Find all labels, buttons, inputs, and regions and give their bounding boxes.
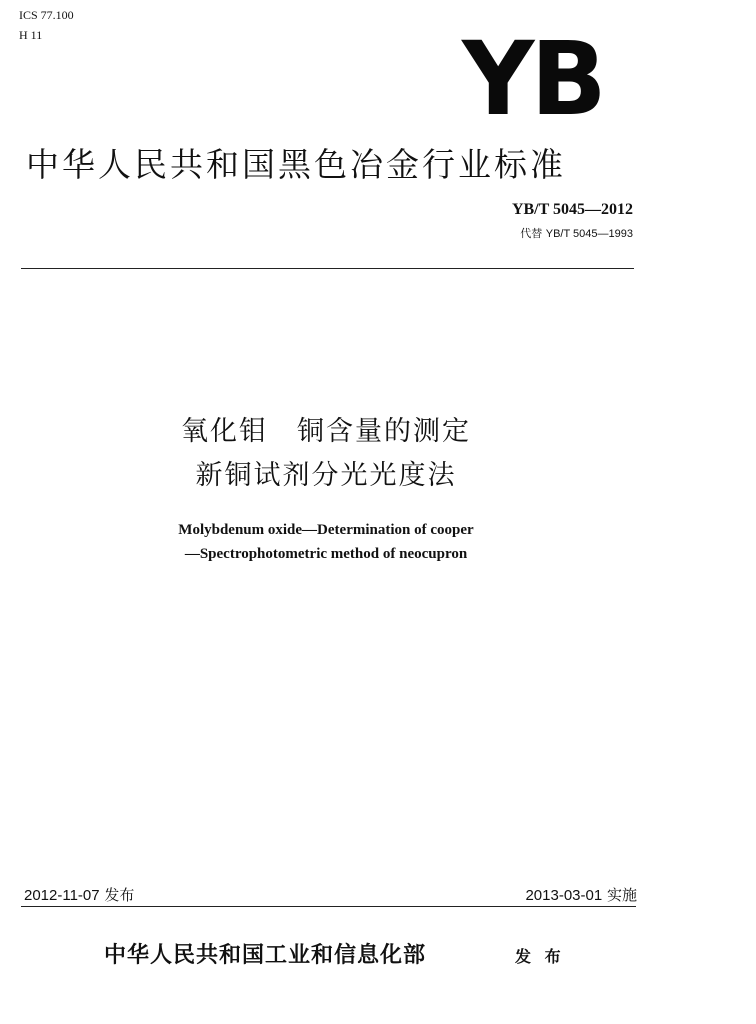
issue-date-value: 2012-11-07 <box>24 887 100 904</box>
issue-date-label: 发布 <box>104 886 135 904</box>
replaces-number: YB/T 5045—1993 <box>545 228 633 240</box>
top-divider <box>21 268 634 269</box>
classification-codes <box>19 7 74 47</box>
implementation-date-label: 实施 <box>606 886 637 904</box>
ics-code: ICS 77.100 <box>19 8 74 22</box>
english-title-line-1: Molybdenum oxide—Determination of cooper <box>178 522 474 538</box>
yb-logo: YB <box>462 20 603 139</box>
bottom-divider <box>21 906 636 907</box>
industry-standard-title: 中华人民共和国黑色冶金行业标准 <box>26 145 566 184</box>
standard-number: YB/T 5045—2012 <box>511 201 633 218</box>
publish-label: 发 布 <box>515 947 565 966</box>
issuing-authority: 中华人民共和国工业和信息化部 <box>104 943 427 968</box>
replaces-line <box>520 226 633 242</box>
chinese-title-line-1: 氧化钼 铜含量的测定 <box>181 416 471 447</box>
implementation-date <box>525 884 637 907</box>
ccs-code: H 11 <box>19 28 43 42</box>
chinese-title-line-2: 新铜试剂分光光度法 <box>195 460 457 491</box>
implementation-date-value: 2013-03-01 <box>525 887 603 904</box>
issue-date <box>24 884 134 907</box>
english-title-line-2: —Spectrophotometric method of neocupron <box>184 546 468 562</box>
replaces-label: 代替 <box>520 227 543 240</box>
